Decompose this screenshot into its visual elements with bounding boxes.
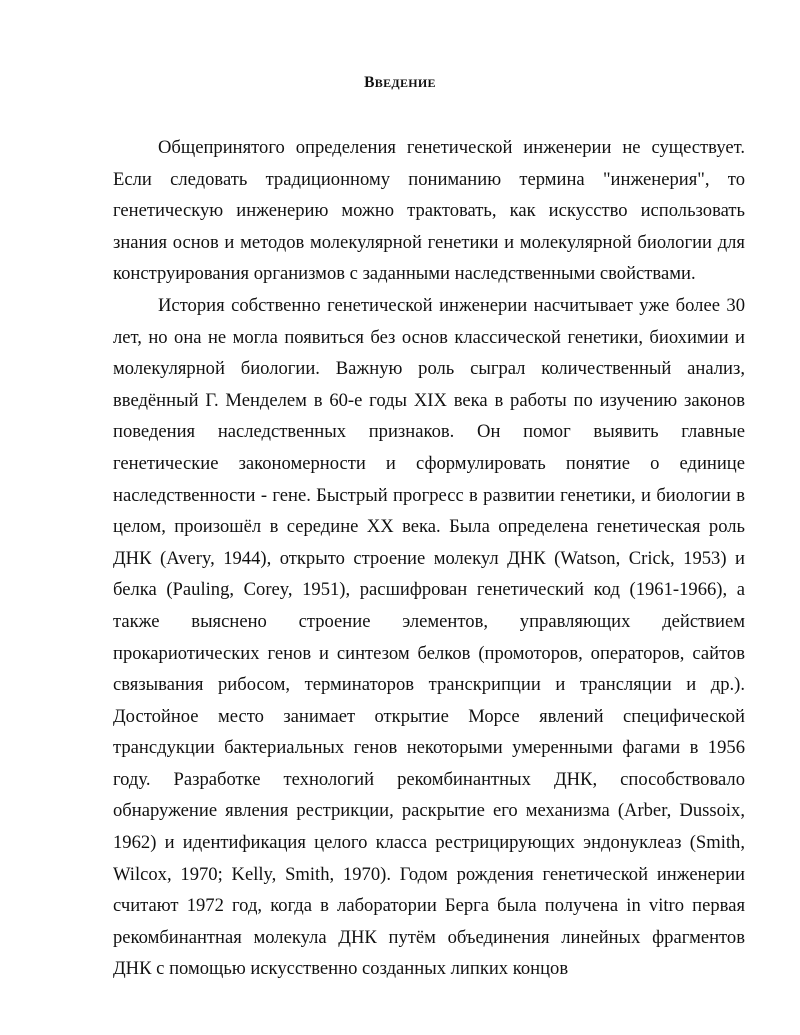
title-first-letter: В [364,74,375,91]
page-title [0,74,800,92]
paragraph-history: История собственно генетической инженерии насчитывает уже более 30 лет, но она не могла появиться без основ классической генетики, биохимии и молекулярной биологии. Важную роль сыграл количественный анализ, введённый Г. Менделем в 60-е годы XIX века в работы по изучению законов поведения наследственных признаков. Он помог выявить главные генетические закономерности и сформулировать понятие о единице наследственности - гене. Быстрый прогресс в развитии генетики, и биологии в целом, произошёл в середине XX века. Была определена генетическая роль ДНК (Avery, 1944), открыто строение молекул ДНК (Watson, Crick, 1953) и белка (Pauling, Corey, 1951), расшифрован генетический код (1961-1966), а также выяснено строение элементов, управляющих действием прокариотических генов и синтезом белков (промоторов, операторов, сайтов связывания рибосом, терминаторов транскрипции и трансляции и др.). Достойное место занимает открытие Морсе явлений специфической трансдукции бактериальных генов некоторыми умеренными фагами в 1956 году. Разработке технологий рекомбинантных ДНК, способствовало обнаружение явления рестрикции, раскрытие его механизма (Arber, Dussoix, 1962) и идентификация целого класса рестрицирующих эндонуклеаз (Smith, Wilcox, 1970; Kelly, Smith, 1970). Годом рождения генетической инженерии считают 1972 год, когда в лаборатории Берга была получена in vitro первая рекомбинантная молекула ДНК путём объединения линейных фрагментов ДНК с помощью искусственно созданных липких концов [113,294,745,980]
body-text [113,132,745,985]
paragraph-definition: Общепринятого определения генетической инженерии не существует. Если следовать традиционному пониманию термина "инженерия", то генетическую инженерию можно трактовать, как искусство использовать знания основ и методов молекулярной генетики и молекулярной биологии для конструирования организмов с заданными наследственными свойствами. [113,137,745,285]
title-rest: ВЕДЕНИЕ [374,76,436,90]
